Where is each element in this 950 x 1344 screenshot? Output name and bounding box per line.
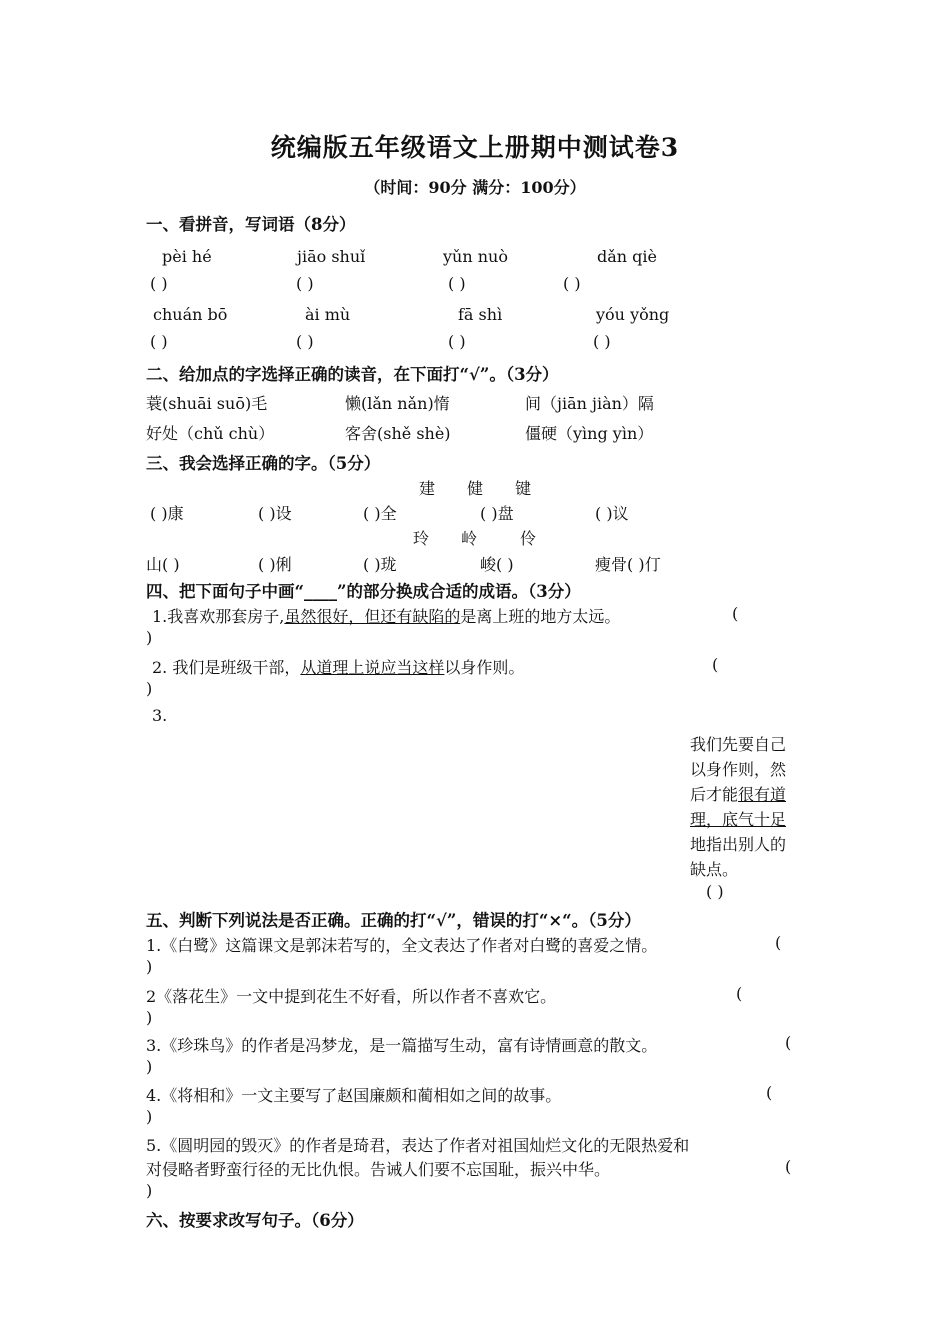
char-option: 健 [467,479,484,498]
question-text: 1.我喜欢那套房子, [152,607,285,626]
answer-paren-open[interactable]: ( [775,933,782,952]
underlined-phrase: 虽然很好，但还有缺陷的 [284,607,461,626]
answer-blank[interactable]: ( ) [150,332,168,351]
answer-paren-close: ) [146,1057,153,1076]
question-text: 以身作则。 [444,658,525,677]
question-text: 2. 我们是班级干部， [152,658,301,677]
section-3-heading: 三、我会选择正确的字。（5分） [146,454,381,473]
answer-paren-close: ) [146,957,153,976]
answer-paren-close: ) [146,1107,153,1126]
answer-paren-close: ) [146,679,153,698]
underlined-phrase: 很有道 [738,785,787,804]
answer-paren-open[interactable]: ( [785,1157,792,1176]
judge-item: 2《落花生》一文中提到花生不好看，所以作者不喜欢它。 [146,987,557,1006]
judge-item: 4.《将相和》一文主要写了赵国廉颇和蔺相如之间的故事。 [146,1086,562,1105]
exam-info: （时间：90分 满分：100分） [364,178,586,197]
char-blank[interactable]: 瘦骨( )仃 [595,555,661,574]
char-option: 岭 [461,529,478,548]
answer-paren-close: ) [146,628,153,647]
judge-item: 1.《白鹭》这篇课文是郭沫若写的，全文表达了作者对白鹭的喜爱之情。 [146,936,658,955]
section-5-heading: 五、判断下列说法是否正确。正确的打“√”，错误的打“×“。（5分） [146,911,641,930]
char-blank[interactable]: ( )康 [150,504,184,523]
char-option: 建 [419,479,436,498]
page-title: 统编版五年级语文上册期中测试卷3 [270,133,680,162]
question-4-2 [152,655,524,678]
answer-blank[interactable]: ( ) [296,274,314,293]
answer-blank[interactable]: ( ) [296,332,314,351]
reading-item: 客舍(shě shè) [345,424,451,443]
pinyin-6: ài mù [305,305,351,324]
answer-blank[interactable]: ( ) [448,274,466,293]
char-blank[interactable]: 峻( ) [480,555,514,574]
answer-blank[interactable]: ( ) [448,332,466,351]
question-text: 后才能 [690,785,739,804]
answer-blank[interactable]: ( ) [706,882,724,901]
reading-item: 懒(lǎn nǎn)惰 [345,394,450,413]
judge-item: 3.《珍珠鸟》的作者是冯梦龙，是一篇描写生动，富有诗情画意的散文。 [146,1036,658,1055]
answer-paren-close: ) [146,1008,153,1027]
question-text: 是离上班的地方太远。 [460,607,621,626]
char-blank[interactable]: ( )设 [258,504,292,523]
question-text: 以身作则，然 [690,760,787,779]
answer-blank[interactable]: ( ) [563,274,581,293]
pinyin-4: dǎn qiè [597,247,657,266]
answer-paren-close: ) [146,1181,153,1200]
question-4-1 [152,604,620,627]
char-blank[interactable]: 山( ) [146,555,180,574]
char-blank[interactable]: ( )盘 [480,504,514,523]
reading-item: 蓑(shuāi suō)毛 [146,394,268,413]
section-6-heading: 六、按要求改写句子。（6分） [146,1211,364,1230]
pinyin-8: yóu yǒng [596,305,670,324]
answer-paren-open[interactable]: ( [766,1083,773,1102]
question-text [690,782,786,805]
question-text: 缺点。 [690,860,739,879]
section-1-heading: 一、看拼音，写词语（8分） [146,215,356,234]
pinyin-5: chuán bō [153,305,228,324]
pinyin-2: jiāo shuǐ [297,247,366,266]
answer-paren-open[interactable]: ( [785,1033,792,1052]
judge-item-continued: 对侵略者野蛮行径的无比仇恨。告诫人们要不忘国耻，振兴中华。 [146,1160,611,1179]
char-blank[interactable]: ( )俐 [258,555,292,574]
char-blank[interactable]: ( )珑 [363,555,397,574]
pinyin-1: pèi hé [162,247,212,266]
answer-paren-open[interactable]: ( [732,604,739,623]
underlined-phrase: 从道理上说应当这样 [300,658,445,677]
reading-item: 间（jiān jiàn）隔 [525,394,654,413]
reading-item: 僵硬（yìng yìn） [525,424,654,443]
answer-blank[interactable]: ( ) [150,274,168,293]
question-4-3-number: 3. [152,706,168,725]
char-option: 键 [515,479,532,498]
section-4-heading: 四、把下面句子中画“____”的部分换成合适的成语。（3分） [146,582,581,601]
answer-blank[interactable]: ( ) [593,332,611,351]
underlined-phrase: 理，底气十足 [690,810,787,829]
pinyin-7: fā shì [458,305,503,324]
question-text: 地指出别人的 [690,835,787,854]
pinyin-3: yǔn nuò [443,247,508,266]
char-blank[interactable]: ( )全 [363,504,397,523]
char-option: 玲 [413,529,430,548]
section-2-heading: 二、给加点的字选择正确的读音，在下面打“√”。（3分） [146,365,559,384]
char-blank[interactable]: ( )议 [595,504,629,523]
judge-item: 5.《圆明园的毁灭》的作者是琦君，表达了作者对祖国灿烂文化的无限热爱和 [146,1136,690,1155]
question-text: 我们先要自己 [690,735,787,754]
answer-paren-open[interactable]: ( [736,984,743,1003]
reading-item: 好处（chǔ chù） [146,424,275,443]
answer-paren-open[interactable]: ( [712,655,719,674]
char-option: 伶 [520,529,537,548]
